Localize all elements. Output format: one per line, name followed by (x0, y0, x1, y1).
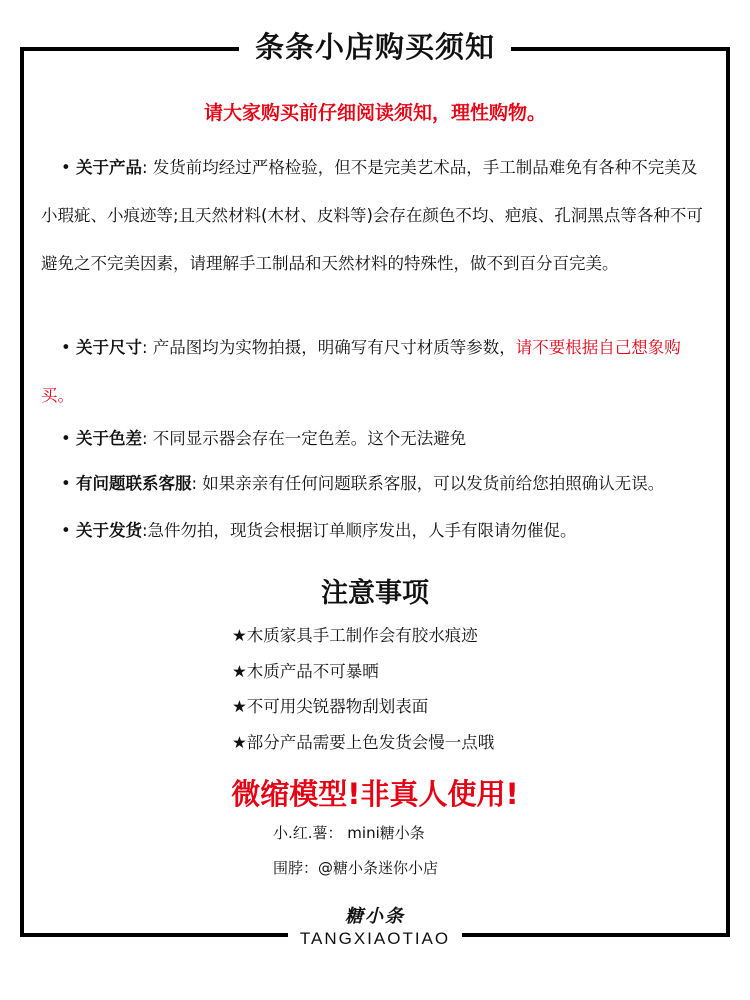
section-text-product: 发货前均经过严格检验，但不是完美艺术品，手工制品难免有各种不完美及小瑕疵、小痕迹等;且天然材料(木材、皮料等)会存在颜色不均、疤痕、孔洞黑点等各种不可避免之不完美因素，请理解手工制品和天然材料的特殊性，做不到百分百完美。 (41, 158, 703, 273)
note-item: ★木质家具手工制作会有胶水痕迹 (232, 626, 478, 645)
notice-banner: 请大家购买前仔细阅读须知，理性购物。 (203, 102, 546, 124)
note-item: ★不可用尖锐器物刮划表面 (232, 697, 429, 716)
page-title: 条条小店购买须知 (239, 24, 511, 70)
section-text-size: 产品图均为实物拍摄，明确写有尺寸材质等参数， (152, 338, 516, 357)
section-text-color: 不同显示器会存在一定色差。这个无法避免 (152, 429, 467, 448)
section-service (41, 460, 711, 508)
social-xiaohongshu: 小.红.薯： mini糖小条 (273, 824, 425, 842)
brand-name-en: TANGXIAOTIAO (299, 929, 451, 948)
section-color (41, 415, 711, 463)
section-separator: : (141, 521, 148, 540)
section-size (41, 324, 711, 420)
bullet: • (61, 338, 71, 357)
section-label-size: 关于尺寸 (75, 338, 142, 357)
section-product (41, 144, 711, 288)
note-item: ★木质产品不可暴晒 (232, 662, 379, 681)
section-label-color: 关于色差 (75, 429, 142, 448)
section-separator: : (191, 474, 203, 493)
section-highlight-size: 请不要根据自己想象购买。 (41, 338, 681, 405)
section-separator: : (141, 338, 153, 357)
note-item: ★部分产品需要上色发货会慢一点哦 (232, 733, 495, 752)
bullet: • (61, 158, 71, 177)
section-separator: : (141, 429, 153, 448)
notes-heading: 注意事项 (321, 578, 429, 609)
section-shipping (41, 507, 711, 555)
brand-logo (0, 906, 750, 950)
section-text-shipping: 急件勿拍，现货会根据订单顺序发出，人手有限请勿催促。 (147, 521, 577, 540)
bullet: • (61, 429, 71, 448)
section-text-service: 如果亲亲有任何问题联系客服，可以发货前给您拍照确认无误。 (202, 474, 665, 493)
section-separator: : (141, 158, 153, 177)
bullet: • (61, 521, 71, 540)
bullet: • (61, 474, 71, 493)
section-label-shipping: 关于发货 (75, 521, 142, 540)
miniature-warning: 微缩模型!非真人使用! (231, 777, 519, 811)
brand-name-cn: 糖小条 (344, 906, 405, 927)
section-label-service: 有问题联系客服 (75, 474, 192, 493)
section-label-product: 关于产品 (75, 158, 142, 177)
social-weibo: 围脖：@糖小条迷你小店 (273, 859, 439, 877)
title-bar (0, 24, 750, 70)
